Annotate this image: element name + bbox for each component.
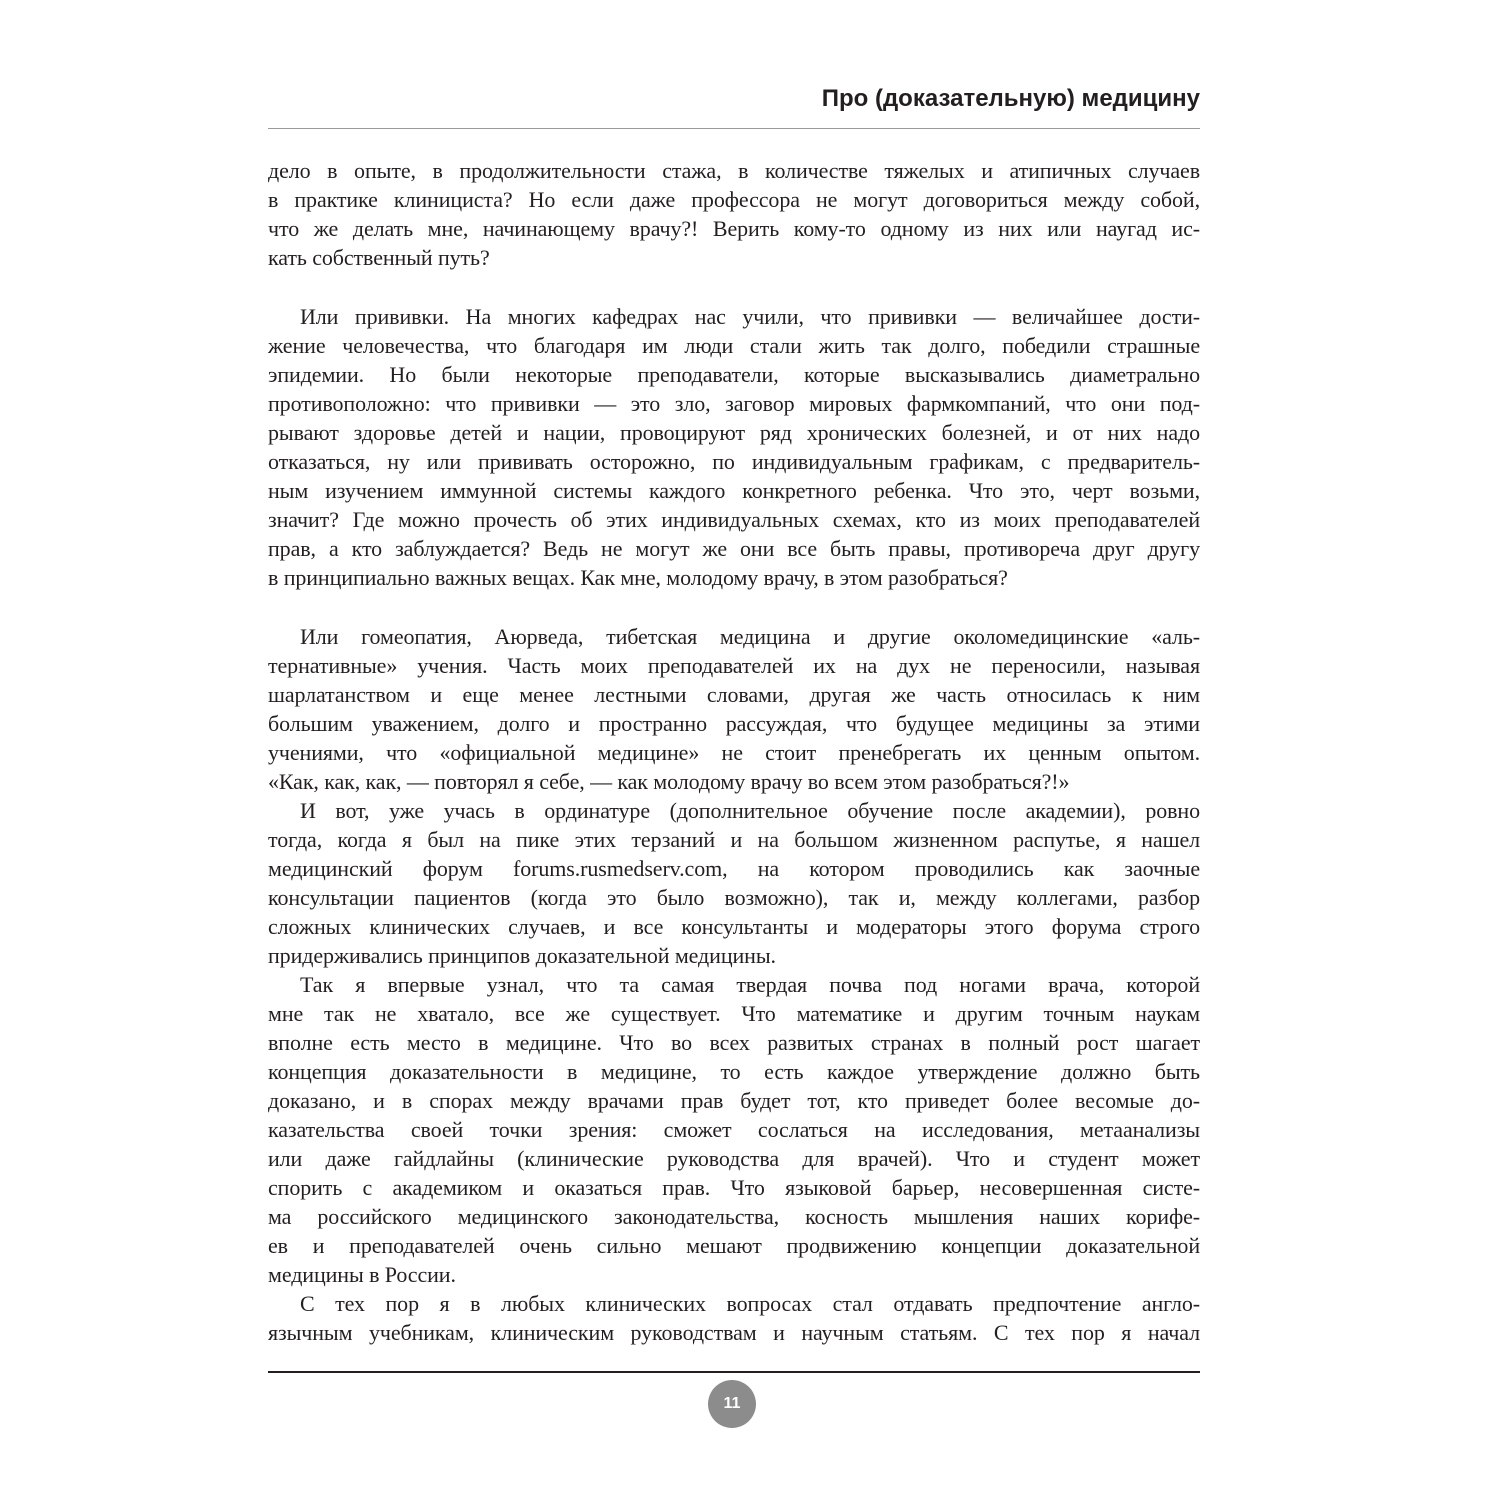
paragraph-5 — [268, 970, 1200, 1289]
text-line: «Как, как, как, — повторял я себе, — как молодому врачу во всем этом разобраться?!» — [268, 769, 1070, 794]
text-line: тогда, когда я был на пике этих терзаний и на большом жизненном распутье, я нашел — [268, 827, 1200, 852]
text-line: учениями, что «официальной медицине» не стоит пренебрегать их ценным опытом. — [268, 740, 1200, 765]
text-line: ным изучением иммунной системы каждого конкретного ребенка. Что это, черт возьми, — [268, 478, 1200, 503]
text-line: спорить с академиком и оказаться прав. Что языковой барьер, несовершенная систе- — [268, 1175, 1200, 1200]
text-line: С тех пор я в любых клинических вопросах стал отдавать предпочтение англо- — [300, 1291, 1200, 1316]
book-page — [268, 0, 1200, 1500]
paragraph-1 — [268, 156, 1200, 272]
text-line: или даже гайдлайны (клинические руководства для врачей). Что и студент может — [268, 1146, 1200, 1171]
text-line: эпидемии. Но были некоторые преподаватели, которые высказывались диаметрально — [268, 362, 1200, 387]
text-line: значит? Где можно прочесть об этих индивидуальных схемах, кто из моих преподавателей — [268, 507, 1200, 532]
footer-rule — [268, 1371, 1200, 1373]
text-line: дело в опыте, в продолжительности стажа, в количестве тяжелых и атипичных случаев — [268, 158, 1200, 183]
text-line: ма российского медицинского законодательства, косность мышления наших корифе- — [268, 1204, 1200, 1229]
text-line: И вот, уже учась в ординатуре (дополнительное обучение после академии), ровно — [300, 798, 1200, 823]
text-line: медицинский форум forums.rusmedserv.com, на котором проводились как заочные — [268, 856, 1200, 881]
text-line: большим уважением, долго и пространно рассуждая, что будущее медицины за этими — [268, 711, 1200, 736]
text-line: Так я впервые узнал, что та самая твердая почва под ногами врача, которой — [300, 972, 1200, 997]
running-head: Про (доказательную) медицину — [821, 85, 1200, 112]
text-line: в принципиально важных вещах. Как мне, молодому врачу, в этом разобраться? — [268, 565, 1008, 590]
text-line: казательства своей точки зрения: сможет сослаться на исследования, метаанализы — [268, 1117, 1200, 1142]
text-line: медицины в России. — [268, 1262, 456, 1287]
text-line: тернативные» учения. Часть моих преподавателей их на дух не переносили, называя — [268, 653, 1200, 678]
text-line: Или прививки. На многих кафедрах нас учили, что прививки — величайшее дости- — [300, 304, 1200, 329]
text-line: жение человечества, что благодаря им люди стали жить так долго, победили страшные — [268, 333, 1200, 358]
text-line: кать собственный путь? — [268, 245, 490, 270]
text-line: прав, а кто заблуждается? Ведь не могут же они все быть правы, противореча друг другу — [268, 536, 1200, 561]
page-number-badge: 11 — [708, 1380, 756, 1428]
text-line: язычным учебникам, клиническим руководствам и научным статьям. С тех пор я начал — [268, 1320, 1200, 1345]
text-line: отказаться, ну или прививать осторожно, по индивидуальным графикам, с предваритель- — [268, 449, 1200, 474]
paragraph-4 — [268, 796, 1200, 970]
body-text — [268, 156, 1200, 1347]
text-line: придерживались принципов доказательной медицины. — [268, 943, 776, 968]
text-line: что же делать мне, начинающему врачу?! Верить кому-то одному из них или наугад ис- — [268, 216, 1200, 241]
text-line: Или гомеопатия, Аюрведа, тибетская медицина и другие околомедицинские «аль- — [300, 624, 1200, 649]
text-line: ев и преподавателей очень сильно мешают продвижению концепции доказательной — [268, 1233, 1200, 1258]
text-line: противоположно: что прививки — это зло, заговор мировых фармкомпаний, что они под- — [268, 391, 1200, 416]
text-line: сложных клинических случаев, и все консультанты и модераторы этого форума строго — [268, 914, 1200, 939]
paragraph-6 — [268, 1289, 1200, 1347]
header-rule — [268, 128, 1200, 129]
text-line: шарлатанством и еще менее лестными словами, другая же часть относилась к ним — [268, 682, 1200, 707]
text-line: мне так не хватало, все же существует. Что математике и другим точным наукам — [268, 1001, 1200, 1026]
text-line: консультации пациентов (когда это было возможно), так и, между коллегами, разбор — [268, 885, 1200, 910]
text-line: доказано, и в спорах между врачами прав будет тот, кто приведет более весомые до- — [268, 1088, 1200, 1113]
paragraph-2 — [268, 302, 1200, 592]
text-line: концепция доказательности в медицине, то есть каждое утверждение должно быть — [268, 1059, 1200, 1084]
text-line: вполне есть место в медицине. Что во всех развитых странах в полный рост шагает — [268, 1030, 1200, 1055]
paragraph-3 — [268, 622, 1200, 796]
text-line: в практике клинициста? Но если даже профессора не могут договориться между собой, — [268, 187, 1200, 212]
text-line: рывают здоровье детей и нации, провоцируют ряд хронических болезней, и от них надо — [268, 420, 1200, 445]
